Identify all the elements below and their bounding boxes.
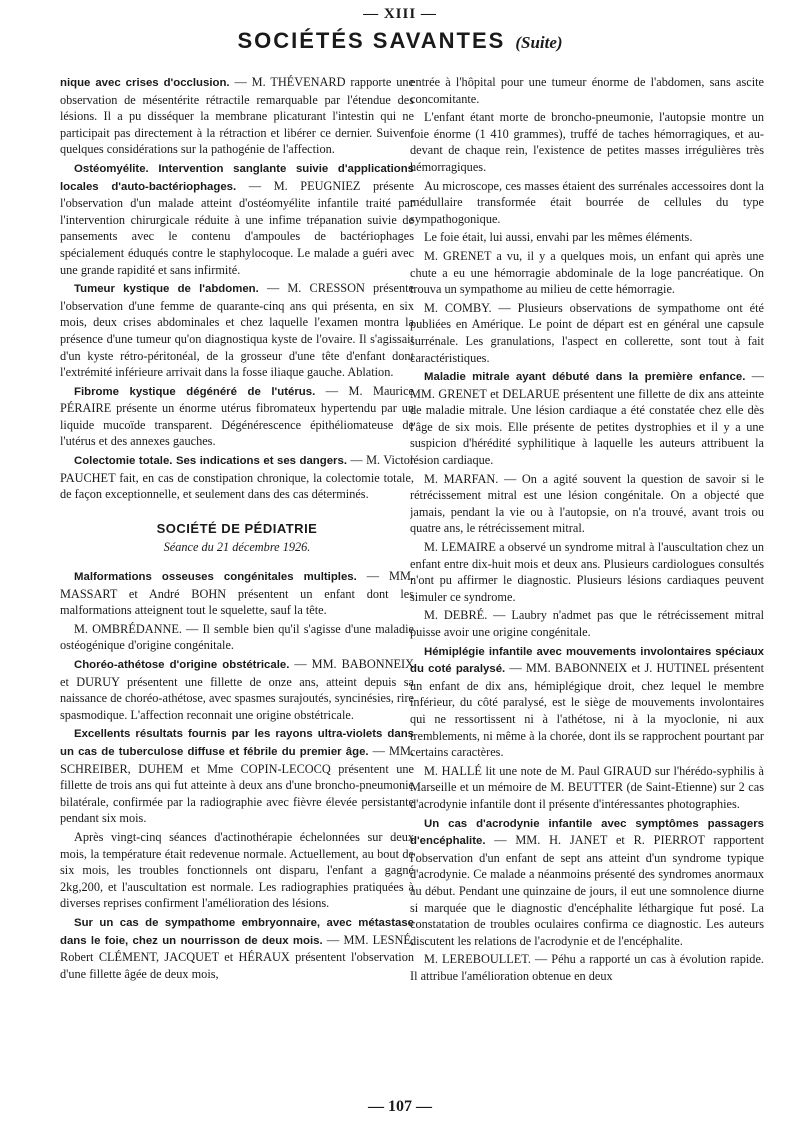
paragraph-text: — MM. H. JANET et R. PIERROT rapportent l'observation d'un enfant de sept ans atteint d'un syndrome typique d'acrodynie. Ce malade a néanmoins présenté des syndromes anormaux au début. Pendant une quinzaine de jours, il eut une somnolence diurne si marquée que le diagnostic d'encéphalite léthargique fut posé. La constatation de troubles oculaires confirma ce diagnostic. Les auteurs discutent les relations de l'acrodynie et de l'encéphalite. (410, 833, 764, 948)
page-title (0, 28, 800, 54)
paragraph-text: — M. Victor PAUCHET fait, en cas de constipation chronique, la colectomie totale, de façon exceptionnelle, et seulement dans des cas déterminés. (60, 453, 414, 502)
paragraph-text: — MM. SCHREIBER, DUHEM et Mme COPIN-LECOCQ présentent une fillette de trois ans qui fut atteinte à deux ans d'une broncho-pneumonie bilatérale, confirmée par la radiographie avec fièvre élevée persistante pendant six mois. (60, 743, 414, 826)
paragraph-title: Maladie mitrale ayant débuté dans la première enfance. (424, 371, 746, 384)
paragraph (60, 725, 414, 827)
paragraph (60, 621, 414, 654)
paragraph-text: — MM. GRENET et DELARUE présentent une fillette de dix ans atteinte de maladie mitrale. Une lésion cardiaque a été constatée chez elle dès l'âge de six mois. Elle présente de petites dystrophies et il y a une suspicion d'hérédité syphilitique à laquelle les auteurs attribuent la lésion cardiaque. (410, 369, 764, 468)
paragraph-text: — MM. LESNÉ, Robert CLÉMENT, JACQUET et HÉRAUX présentent l'observation d'une fillette âgée de deux mois, (60, 932, 414, 981)
paragraph-title: Fibrome kystique dégénéré de l'utérus. (74, 385, 316, 398)
paragraph (410, 815, 764, 950)
paragraph-text: M. LEREBOULLET. — Péhu a rapporté un cas à évolution rapide. Il attribue l'amélioration obtenue en deux (410, 952, 764, 983)
paragraph (410, 607, 764, 640)
title-text: SOCIÉTÉS SAVANTES (237, 28, 506, 53)
paragraph (60, 280, 414, 381)
paragraph (410, 109, 764, 175)
paragraph-text: Le foie était, lui aussi, envahi par les mêmes éléments. (424, 230, 693, 245)
paragraph (60, 829, 414, 912)
paragraph-text: — M. THÉVENARD rapporte une observation de mésentérite rétractile remarquable par l'étendue des lésions. Il a pu disséquer la membrane plicaturant l'intestin qui ne participait pas directement à la rétraction et libérer ce dernier. Suivent quelques considérations sur la pathogénie de l'affection. (60, 75, 414, 157)
paragraph (410, 951, 764, 984)
paragraph (60, 914, 414, 982)
paragraph-text: M. OMBRÉDANNE. — Il semble bien qu'il s'agisse d'une maladie ostéogénique d'origine congénitale. (60, 621, 414, 653)
paragraph (60, 568, 414, 619)
paragraph-text: Au microscope, ces masses étaient des surrénales accessoires dont la médullaire transformée était bourrée de cellules du type sympathogonique. (410, 178, 764, 226)
paragraph-text: M. DEBRÉ. — Laubry n'admet pas que le rétrécissement mitral puisse avoir une origine congénitale. (410, 608, 764, 639)
paragraph-title: Excellents résultats fournis par les rayons ultra-violets dans un cas de tuberculose diffuse et fébrile du premier âge. (60, 728, 414, 758)
paragraph-title: Ostéomyélite. Intervention sanglante suivie d'applications locales d'auto-bactériophages. (60, 162, 414, 193)
paragraph-text: — M. Maurice PÉRAIRE présente un énorme utérus fibromateux hypertendu par un liquide mucoïde transparent. Dégénérescence épithéliomateuse de l'utérus et des annexes gauches. (60, 383, 414, 449)
paragraph (410, 471, 764, 537)
left-column (60, 74, 414, 1092)
paragraph-text: Après vingt-cinq séances d'actinothérapie échelonnées sur deux mois, la température était redevenue normale. Actuellement, au bout de six mois, les troubles fonctionnels ont disparu, l'enfant a gagné 2kg,200, et l'auscultation est normale. Les radiographies pratiquées à diverses reprises confirment l'amélioration des lésions. (60, 829, 414, 911)
title-suite: (Suite) (515, 33, 563, 52)
paragraph-text: — M. PEUGNIEZ présente l'observation d'un malade atteint d'ostéomyélite infantile traité par l'intervention chirurgicale réduite à une infime trépanation suivie de pansements avec le contenu d'ampoules de bactériophages spécialement éduqués contre le staphylocoque. Le malade a guéri avec une grande rapidité et sans infirmité. (60, 178, 414, 277)
paragraph (410, 763, 764, 813)
paragraph (410, 368, 764, 469)
paragraph-text: M. MARFAN. — On a agité souvent la question de savoir si le rétrécissement mitral est une lésion congénitale. On a objecté que jamais, pendant la vie ou à l'autopsie, on n'a trouvé, avant trois ou quatre ans, le rétrécissement mitral. (410, 471, 764, 536)
paragraph-text: M. HALLÉ lit une note de M. Paul GIRAUD sur l'hérédo-syphilis à Marseille et un mémoire de M. BEUTTER (de Saint-Etienne) sur 2 cas d'acrodynie infantile dont il présente d'intéressantes photographies. (410, 763, 764, 811)
paragraph (60, 452, 414, 503)
paragraph-text: — M. CRESSON présente l'observation d'une femme de quarante-cinq ans qui présenta, en six mois, deux crises abdominales et chez laquelle l'examen montra la présence d'une tumeur qu'on diagnostiqua kyste de l'ovaire. Il s'agissait d'un kyste rétro-péritonéal, de la grosseur d'une tête d'enfant dont l'extrémité inférieure arrivait dans la fosse iliaque gauche. Ablation. (60, 281, 414, 380)
paragraph-text: L'enfant étant morte de broncho-pneumonie, l'autopsie montre un foie énorme (1 410 grammes), truffé de taches hémorragiques, et au-devant de chaque rein, l'existence de petites masses irrégulières très hémorragiques. (410, 110, 764, 174)
paragraph-title: Sur un cas de sympathome embryonnaire, avec métastase dans le foie, chez un nourrisson de deux mois. (60, 916, 414, 947)
page-number: — 107 — (368, 1098, 432, 1115)
section-heading: SOCIÉTÉ DE PÉDIATRIE (156, 520, 318, 536)
right-column (410, 74, 764, 1092)
paragraph (410, 248, 764, 298)
paragraph-text: entrée à l'hôpital pour une tumeur énorme de l'abdomen, sans ascite concomitante. (410, 75, 764, 106)
paragraph-title: Un cas d'acrodynie infantile avec symptômes passagers d'encéphalite. (410, 817, 764, 848)
paragraph-text: — MM. MASSART et André BOHN présentent un enfant dont les malformations atteignent tout le squelette, sauf la tête. (60, 569, 414, 618)
paragraph-text: M. GRENET a vu, il y a quelques mois, un enfant qui après une chute a eu une hémorragie abdominale de la loge pancréatique. On trouva un sympathome au milieu de cette hémorragie. (410, 248, 764, 297)
paragraph (410, 539, 764, 605)
paragraph (410, 178, 764, 228)
paragraph-title: Tumeur kystique de l'abdomen. (74, 283, 259, 296)
paragraph (410, 643, 764, 761)
section-subheading: Séance du 21 décembre 1926. (163, 540, 311, 555)
paragraph-title: nique avec crises d'occlusion. (60, 77, 230, 89)
paragraph (410, 300, 764, 366)
paragraph-title: Malformations osseuses congénitales multiples. (74, 571, 357, 584)
paragraph (60, 656, 414, 723)
paragraph-text: — MM. BABONNEIX et DURUY présentent une fillette de onze ans, atteint depuis sa naissance de choréo-athétose, avec spasmes surajoutés, syncinésies, rire spasmodique. L'affection reconnait une origine obstétricale. (60, 657, 414, 722)
paragraph (60, 383, 414, 450)
paragraph-title: Colectomie totale. Ses indications et ses dangers. (74, 455, 347, 468)
paragraph-text: M. LEMAIRE a observé un syndrome mitral à l'auscultation chez un enfant entre dix-huit mois et deux ans. Plusieurs cardiologues consultés n'ont pu affirmer le diagnostic. Plusieurs lésions cardiaques peuvent simuler ce syndrome. (410, 540, 764, 604)
paragraph-text: — MM. BABONNEIX et J. HUTINEL présentent un enfant de dix ans, hémiplégique droit, chez lequel le membre inférieur, du côté paralysé, est le siège de mouvements involontaires qui ne ressortissent ni à l'athétose, ni à la myoclonie, ni aux tremblements, ni même à la chorée, dont ils se rapprochent pourtant par certains caractères. (410, 661, 764, 760)
paragraph (60, 74, 414, 158)
paragraph (60, 160, 414, 278)
paragraph-title: Choréo-athétose d'origine obstétricale. (74, 659, 290, 671)
paragraph (410, 229, 764, 246)
paragraph (410, 74, 764, 107)
paragraph-title: Hémiplégie infantile avec mouvements involontaires spéciaux du coté paralysé. (410, 645, 764, 676)
roman-page-number: — XIII — (363, 6, 437, 22)
paragraph-text: M. COMBY. — Plusieurs observations de sympathome ont été publiées en Amérique. Le point de départ est en général une capsule surrénale. Les granulations, l'aspect en collerette, sont tout à fait caractéristiques. (410, 300, 764, 365)
